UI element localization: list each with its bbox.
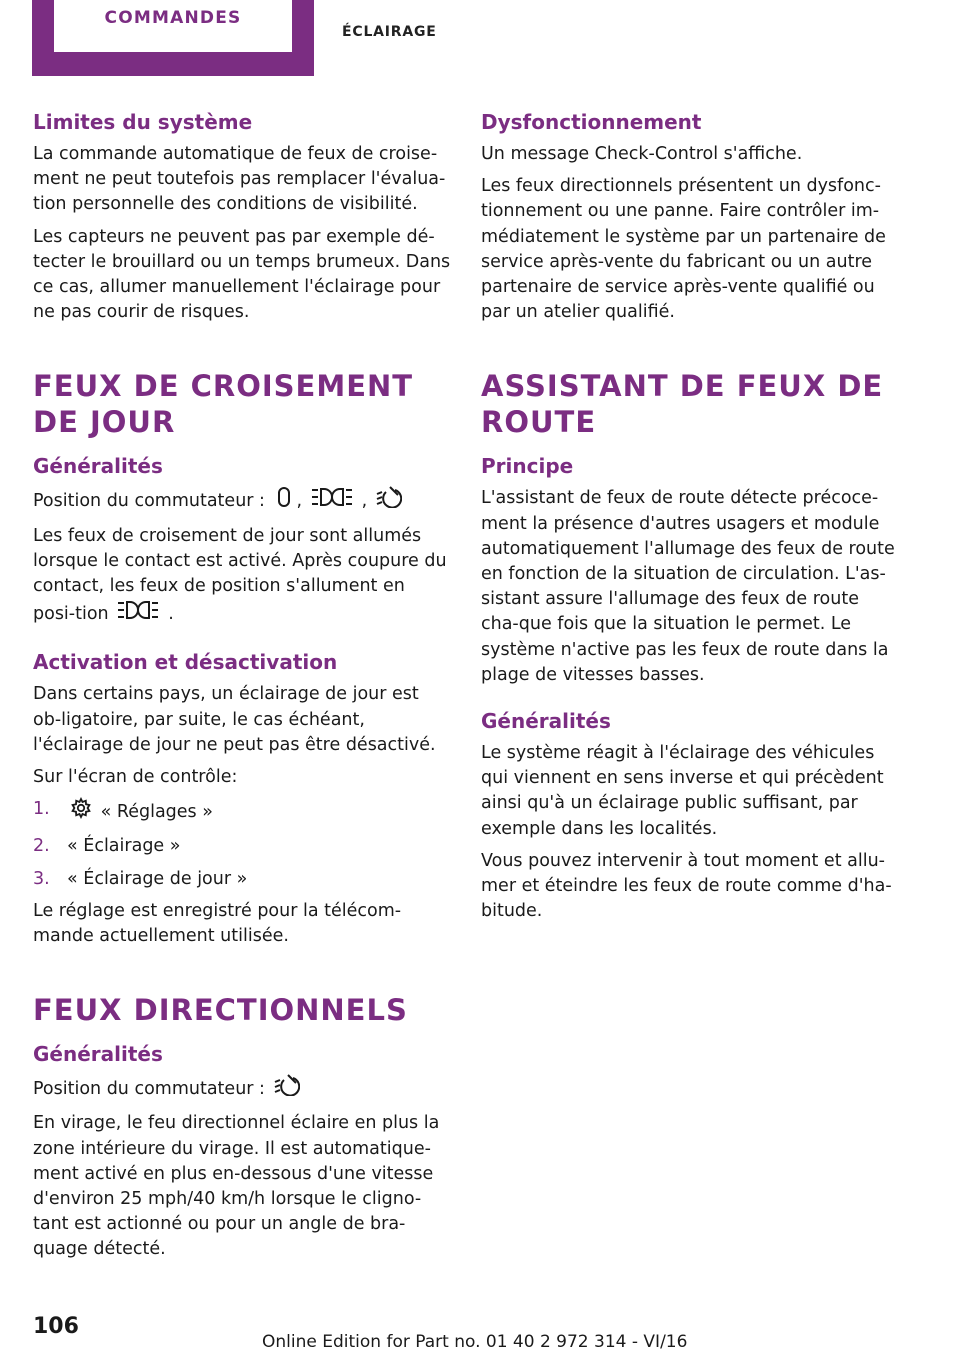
principle-paragraph-1: L'assistant de feux de route détecte précoce-ment la présence d'autres usagers et module automatiquement l'allumage des feux de route en fonction de la situation de circulation. L'as-sistant assure l'allumage des feux de route cha-que fois que la situation le permet. Le système n'active pas les feux de route dans la plage de vitesses basses.: [481, 488, 895, 685]
header-section-label: ÉCLAIRAGE: [342, 24, 437, 40]
activation-paragraph-1: Dans certains pays, un éclairage de jour est ob-ligatoire, par suite, le cas échéant, l'éclairage de jour ne peut pas être désactivé.: [33, 684, 436, 755]
drl-section-title: FEUX DE CROISEMENT DE JOUR: [33, 369, 414, 440]
drl-paragraph-1: [33, 524, 451, 630]
drl-paragraph-text: Les feux de croisement de jour sont allumés lorsque le contact est activé. Après coupure du contact, les feux de position s'allument en posi-tion: [33, 525, 447, 625]
hba-section-title: ASSISTANT DE FEUX DE ROUTE: [481, 369, 884, 440]
malfunction-paragraph-2: Les feux directionnels présentent un dysfonc-tionnement ou une panne. Faire contrôler im-médiatement le système par un partenaire de service après-vente du fabricant ou un autre partenaire de service après-vente qualifié ou par un atelier qualifié.: [481, 176, 886, 323]
left-column: [33, 108, 451, 1270]
drl-position-label: Position du commutateur :: [33, 491, 265, 512]
right-column: [481, 108, 899, 931]
malfunction-heading: Dysfonctionnement: [481, 110, 702, 134]
general-paragraph-1: Le système réagit à l'éclairage des véhicules qui viennent en sens inverse et qui précèdent ainsi qu'à un éclairage public suffisant, par exemple dans les localités.: [481, 743, 884, 839]
parking-light-icon: [311, 486, 359, 516]
drl-general-heading: Généralités: [33, 454, 163, 479]
turn-general-heading: Généralités: [33, 1042, 163, 1067]
turn-section-title: FEUX DIRECTIONNELS: [33, 993, 408, 1028]
parking-light-icon: [117, 599, 165, 629]
settings-gear-icon: [70, 797, 92, 827]
activation-steps: [33, 797, 451, 892]
auto-headlight-icon: [376, 486, 402, 516]
general-paragraph-2: Vous pouvez intervenir à tout moment et allu-mer et éteindre les feux de route comme d'ha-bitude.: [481, 850, 892, 922]
list-item: [33, 797, 451, 827]
step-number: 2.: [33, 836, 50, 857]
page-number: 106: [33, 1314, 79, 1339]
step-text: « Éclairage de jour »: [67, 868, 248, 889]
activation-heading: Activation et désactivation: [33, 650, 338, 675]
activation-paragraph-2: Sur l'écran de contrôle:: [33, 767, 238, 788]
header-tab-commandes-label: COMMANDES: [54, 0, 292, 52]
turn-switch-position: [33, 1074, 451, 1104]
drl-switch-position: [33, 486, 451, 516]
list-item: [33, 834, 451, 859]
general-heading: Généralités: [481, 709, 611, 734]
turn-paragraph-1: En virage, le feu directionnel éclaire en plus la zone intérieure du virage. Il est automatique-ment activé en plus en-dessous d'une vitesse d'environ 25 mph/40 km/h lorsque le cligno-tant est actionné ou pour un angle de bra-quage détecté.: [33, 1113, 440, 1260]
step-number: 1.: [33, 799, 50, 820]
drl-separator-2: ,: [361, 491, 368, 512]
principle-heading: Principe: [481, 454, 574, 479]
step-text: « Éclairage »: [67, 836, 181, 857]
header-tab-commandes: [32, 0, 314, 76]
edition-footer: Online Edition for Part no. 01 40 2 972 314 - VI/16: [262, 1332, 688, 1352]
malfunction-paragraph-1: Un message Check-Control s'affiche.: [481, 144, 803, 164]
drl-separator-1: ,: [296, 491, 303, 512]
limits-paragraph-1: La commande automatique de feux de croise-ment ne peut toutefois pas remplacer l'évalua-tion personnelle des conditions de visibilité.: [33, 144, 446, 215]
limits-heading: Limites du système: [33, 110, 253, 134]
activation-paragraph-3: Le réglage est enregistré pour la télécom-mande actuellement utilisée.: [33, 900, 402, 947]
limits-paragraph-2: Les capteurs ne peuvent pas par exemple dé-tecter le brouillard ou un temps brumeux. Dans ce cas, allumer manuellement l'éclairage pour ne pas courir de risques.: [33, 226, 451, 323]
turn-position-label: Position du commutateur :: [33, 1079, 265, 1100]
drl-paragraph-end: .: [168, 604, 174, 625]
step-number: 3.: [33, 868, 50, 889]
list-item: [33, 867, 451, 892]
off-position-icon: [274, 486, 294, 516]
auto-headlight-icon: [274, 1074, 300, 1104]
step-text: « Réglages »: [100, 802, 213, 823]
